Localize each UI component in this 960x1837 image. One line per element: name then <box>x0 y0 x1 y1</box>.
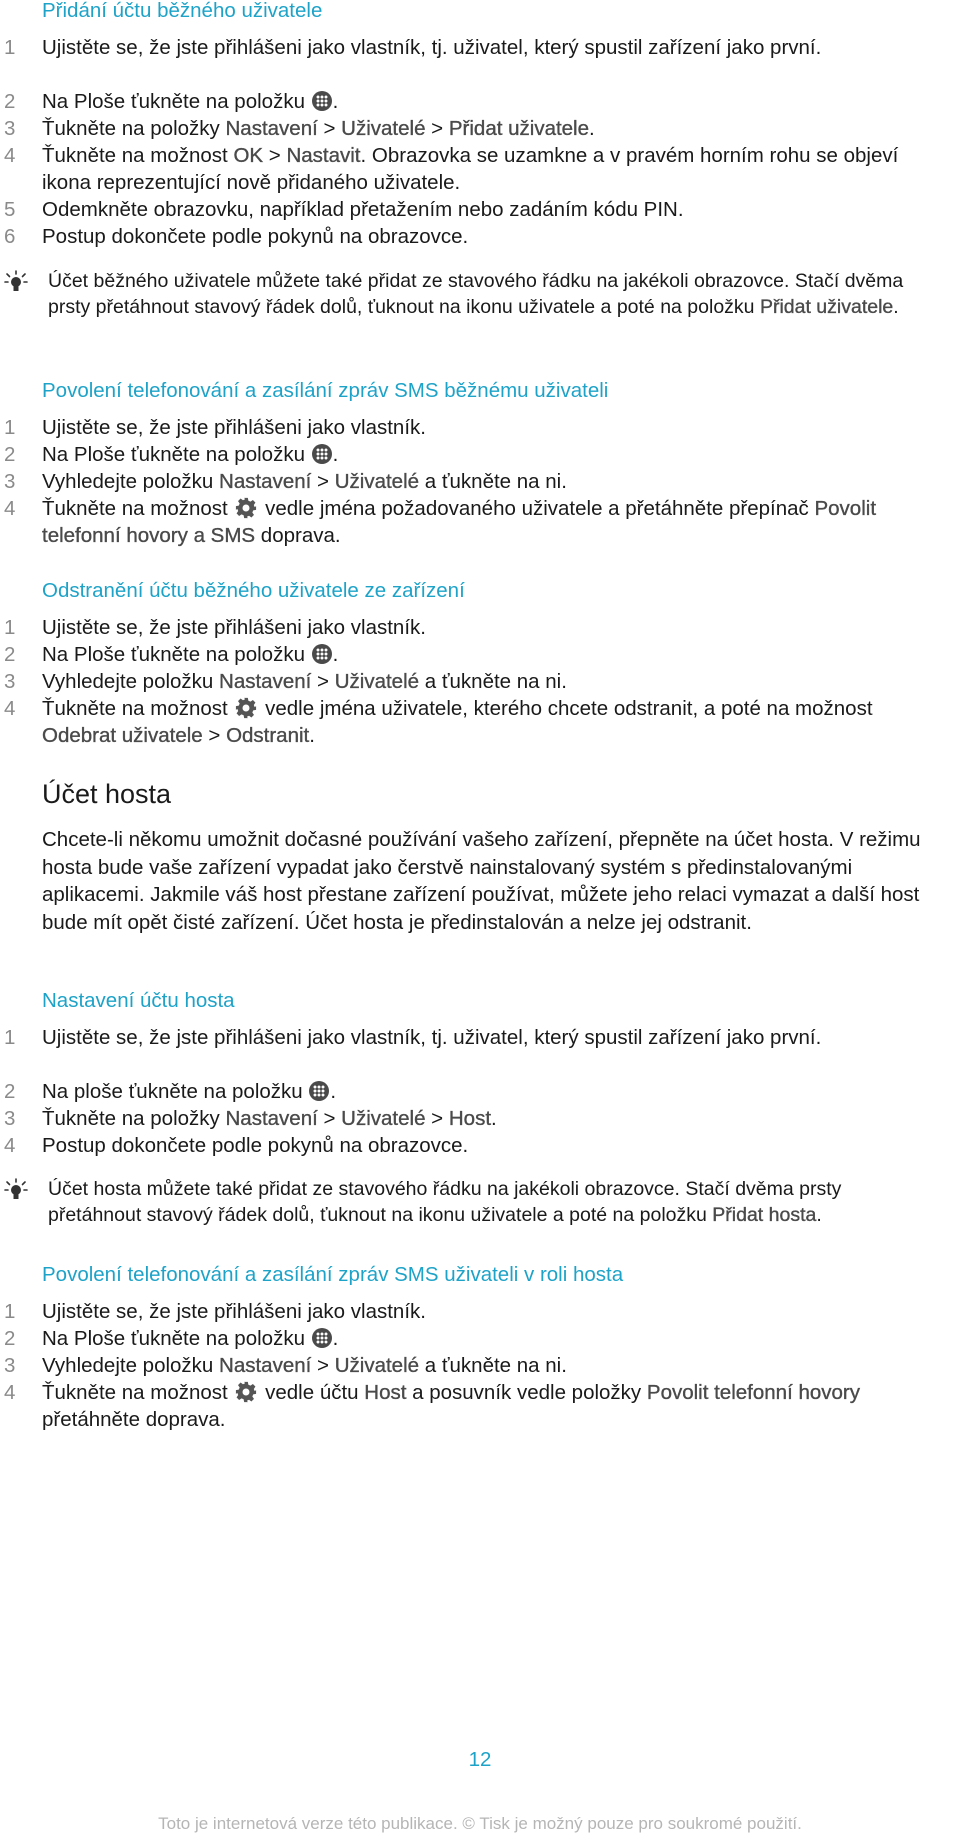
apps-icon <box>312 91 332 111</box>
guest-account-title: Účet hosta <box>42 779 172 809</box>
ui-term-allow-calls-sms: Povolit telefonní hovory a SMS <box>42 497 877 547</box>
ui-term-delete: Odstranit <box>226 724 310 747</box>
footer-notice: Toto je internetová verze této publikace. © Tisk je možný pouze pro soukromé použití. <box>158 1814 802 1833</box>
gear-icon <box>235 1381 257 1403</box>
apps-icon <box>309 1081 329 1101</box>
page-number: 12 <box>468 1748 492 1771</box>
ui-term-users: Uživatelé <box>341 1107 426 1130</box>
ui-term-add-user: Přidat uživatele <box>759 296 894 318</box>
gear-icon <box>235 697 257 719</box>
section-heading-allow-calls-guest: Povolení telefonování a zasílání zpráv SMS uživateli v roli hosta <box>42 1263 624 1286</box>
apps-icon <box>312 1328 332 1348</box>
gear-icon <box>235 497 257 519</box>
lightbulb-icon <box>4 1178 28 1202</box>
ui-term-add-user: Přidat uživatele <box>448 117 590 140</box>
ui-term-settings: Nastavení <box>219 1354 312 1377</box>
section-heading-setup-guest: Nastavení účtu hosta <box>42 989 235 1012</box>
lightbulb-icon <box>4 270 28 294</box>
manual-page: Přidání účtu běžného uživatele 1 Ujistěte se, že jste přihlášeni jako vlastník, tj. uživatel, který spustil zařízení jako první. 2 Na Ploše ťukněte na položku . 3 Ťukněte na položky Nastavení > Uživatelé > Přidat uživatele. 4 Ťukněte na možnost OK > Nastavit. Obrazovka se uzamkne a v pravém horním rohu se objeví ikona reprezentující nově přidaného uživatele. 5 Odemkněte obrazovku, například přetažením nebo zadáním kódu PIN. 6 Postup dokončete podle pokynů na obrazovce. Účet běžného uživatele můžete také přidat ze stavového řádku na jakékoli obrazovce. Stačí dvěma prsty přetáhnout stavový řádek dolů, ťuknout na ikonu uživatele a poté na položku Přidat uživatele. Povolení telefonování a zasílání zpráv SMS běžnému uživateli 1 Ujistěte se, že jste přihlášeni jako vlastník. 2 Na Ploše ťukněte na položku . 3 Vyhledejte položku Nastavení > Uživatelé a ťukněte na ni. 4 Ťukněte na možnost vedle jména požadovaného uživatele a přetáhněte přepínač Povolit telefonní hovory a SMS doprava. Odstranění účtu běžného uživatele ze zařízení 1 Ujistěte se, že jste přihlášeni jako vlastník. 2 Na Ploše ťukněte na položku . 3 Vyhledejte položku Nastavení > Uživatelé a ťukněte na ni. 4 Ťukněte na možnost vedle jména uživatele, kterého chcete odstranit, a poté na možnost Odebrat uživatele > Odstranit. Účet hosta Chcete-li někomu umožnit dočasné používání vašeho zařízení, přepněte na účet hosta. V režimu hosta bude vaše zařízení vypadat jako čerstvě nainstalovaný systém s předinstalovanými aplikacemi. Jakmile váš host přestane zařízení používat, můžete jeho relaci vymazat a další host bude mít opět čisté zařízení. Účet hosta je předinstalován a nelze jej odstranit. Nastavení účtu hosta 1 Ujistěte se, že jste přihlášeni jako vlastník, tj. uživatel, který spustil zařízení jako první. 2 Na ploše ťukněte na položku . 3 Ťukněte na položky Nastavení > Uživatelé > Host. 4 Postup dokončete podle pokynů na obrazovce. Účet hosta můžete také přidat ze stavového řádku na jakékoli obrazovce. Stačí dvěma prsty přetáhnout stavový řádek dolů, ťuknout na ikonu uživatele a poté na položku Přidat hosta. Povolení telefonování a zasílání zpráv SMS uživateli v roli hosta 1 Ujistěte se, že jste přihlášeni jako vlastník. 2 Na Ploše ťukněte na položku . 3 Vyhledejte položku Nastavení > Uživatelé a ťukněte na ni. 4 Ťukněte na možnost vedle účtu Host a posuvník vedle položky Povolit telefonní hovory přetáhněte doprava. 12 Toto je internetová verze této publikace. © Tisk je možný pouze pro soukromé použití. <box>0 0 960 1837</box>
ui-term-add-guest: Přidat hosta <box>712 1204 817 1226</box>
ui-term-users: Uživatelé <box>334 670 420 693</box>
apps-icon <box>312 444 332 464</box>
ui-term-settings: Nastavení <box>225 117 318 140</box>
ui-term-settings: Nastavení <box>225 1107 318 1130</box>
ui-term-guest: Host <box>448 1107 492 1130</box>
guest-account-body: Chcete-li někomu umožnit dočasné používání vašeho zařízení, přepněte na účet hosta. V režimu hosta bude vaše zařízení vypadat jako čerstvě nainstalovaný systém s předinstalovanými aplikacemi. Jakmile váš host přestane zařízení používat, můžete jeho relaci vymazat a další host bude mít opět čisté zařízení. Účet hosta je předinstalován a nelze jej odstranit. <box>42 828 921 934</box>
ui-term-ok: OK <box>233 144 264 167</box>
ui-term-remove-user: Odebrat uživatele <box>42 724 203 747</box>
ui-term-setup: Nastavit <box>286 144 361 167</box>
ui-term-guest: Host <box>364 1381 407 1404</box>
ui-term-users: Uživatelé <box>334 1354 420 1377</box>
ui-term-settings: Nastavení <box>219 670 312 693</box>
ui-term-settings: Nastavení <box>219 470 312 493</box>
ui-term-allow-calls: Povolit telefonní hovory <box>646 1381 860 1404</box>
apps-icon <box>312 644 332 664</box>
section-heading-allow-calls-user: Povolení telefonování a zasílání zpráv SMS běžnému uživateli <box>42 379 609 402</box>
ui-term-users: Uživatelé <box>334 470 420 493</box>
ui-term-users: Uživatelé <box>341 117 426 140</box>
section-heading-add-user: Přidání účtu běžného uživatele <box>42 0 323 22</box>
section-heading-remove-user: Odstranění účtu běžného uživatele ze zařízení <box>42 579 465 602</box>
